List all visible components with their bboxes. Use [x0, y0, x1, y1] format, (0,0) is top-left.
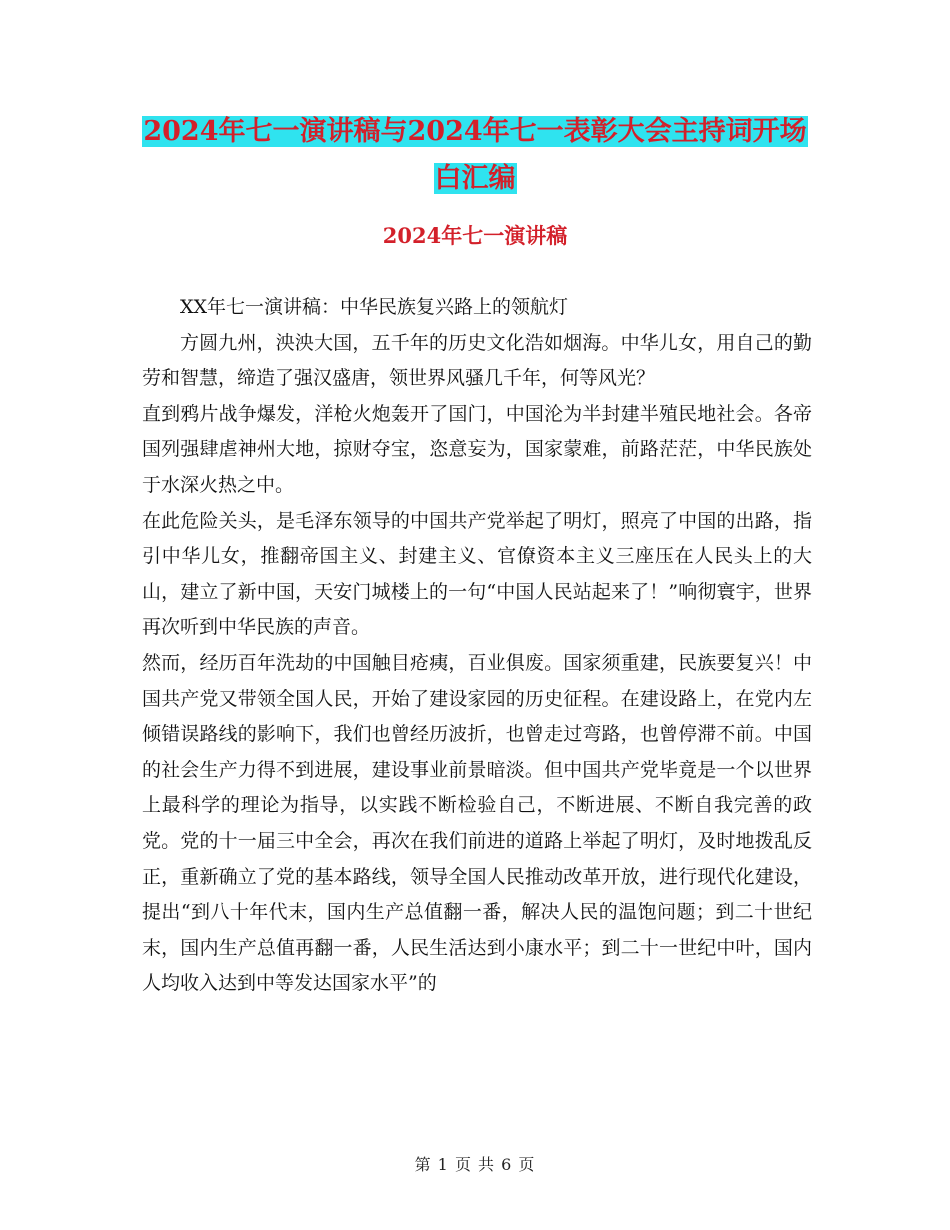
document-body [142, 290, 812, 1002]
page-footer: 第 1 页 共 6 页 [414, 1155, 536, 1174]
section-title: 2024年七一演讲稿 [382, 223, 568, 248]
paragraph-heading: XX年七一演讲稿：中华民族复兴路上的领航灯 [180, 296, 569, 318]
title-line-1: 2024年七一演讲稿与2024年七一表彰大会主持词开场 [143, 116, 807, 147]
title-line-2: 白汇编 [434, 163, 516, 194]
paragraph: 在此危险关头，是毛泽东领导的中国共产党举起了明灯，照亮了中国的出路，指引中华儿女，推翻帝国主义、封建主义、官僚资本主义三座压在人民头上的大山，建立了新中国，天安门城楼上的一句“中国人民站起来了！”响彻寰宇，世界再次听到中华民族的声音。 [142, 509, 812, 639]
paragraph: 然而，经历百年洗劫的中国触目疮痍，百业俱废。国家须重建，民族要复兴！中国共产党又带领全国人民，开始了建设家园的历史征程。在建设路上，在党内左倾错误路线的影响下，我们也曾经历波折，也曾走过弯路，也曾停滞不前。中国的社会生产力得不到进展，建设事业前景暗淡。但中国共产党毕竟是一个以世界上最科学的理论为指导，以实践不断检验自己，不断进展、不断自我完善的政党。党的十一届三中全会，再次在我们前进的道路上举起了明灯，及时地拨乱反正，重新确立了党的基本路线，领导全国人民推动改革开放，进行现代化建设，提出“到八十年代末，国内生产总值翻一番，解决人民的温饱问题；到二十世纪末，国内生产总值再翻一番，人民生活达到小康水平；到二十一世纪中叶，国内人均收入达到中等发达国家水平”的 [142, 651, 812, 995]
document-title [0, 108, 950, 202]
paragraph: 直到鸦片战争爆发，洋枪火炮轰开了国门，中国沦为半封建半殖民地社会。各帝国列强肆虐神州大地，掠财夺宝，恣意妄为，国家蒙难，前路茫茫，中华民族处于水深火热之中。 [142, 402, 812, 496]
paragraph: 方圆九州，泱泱大国，五千年的历史文化浩如烟海。中华儿女，用自己的勤劳和智慧，缔造了强汉盛唐，领世界风骚几千年，何等风光？ [142, 331, 812, 390]
